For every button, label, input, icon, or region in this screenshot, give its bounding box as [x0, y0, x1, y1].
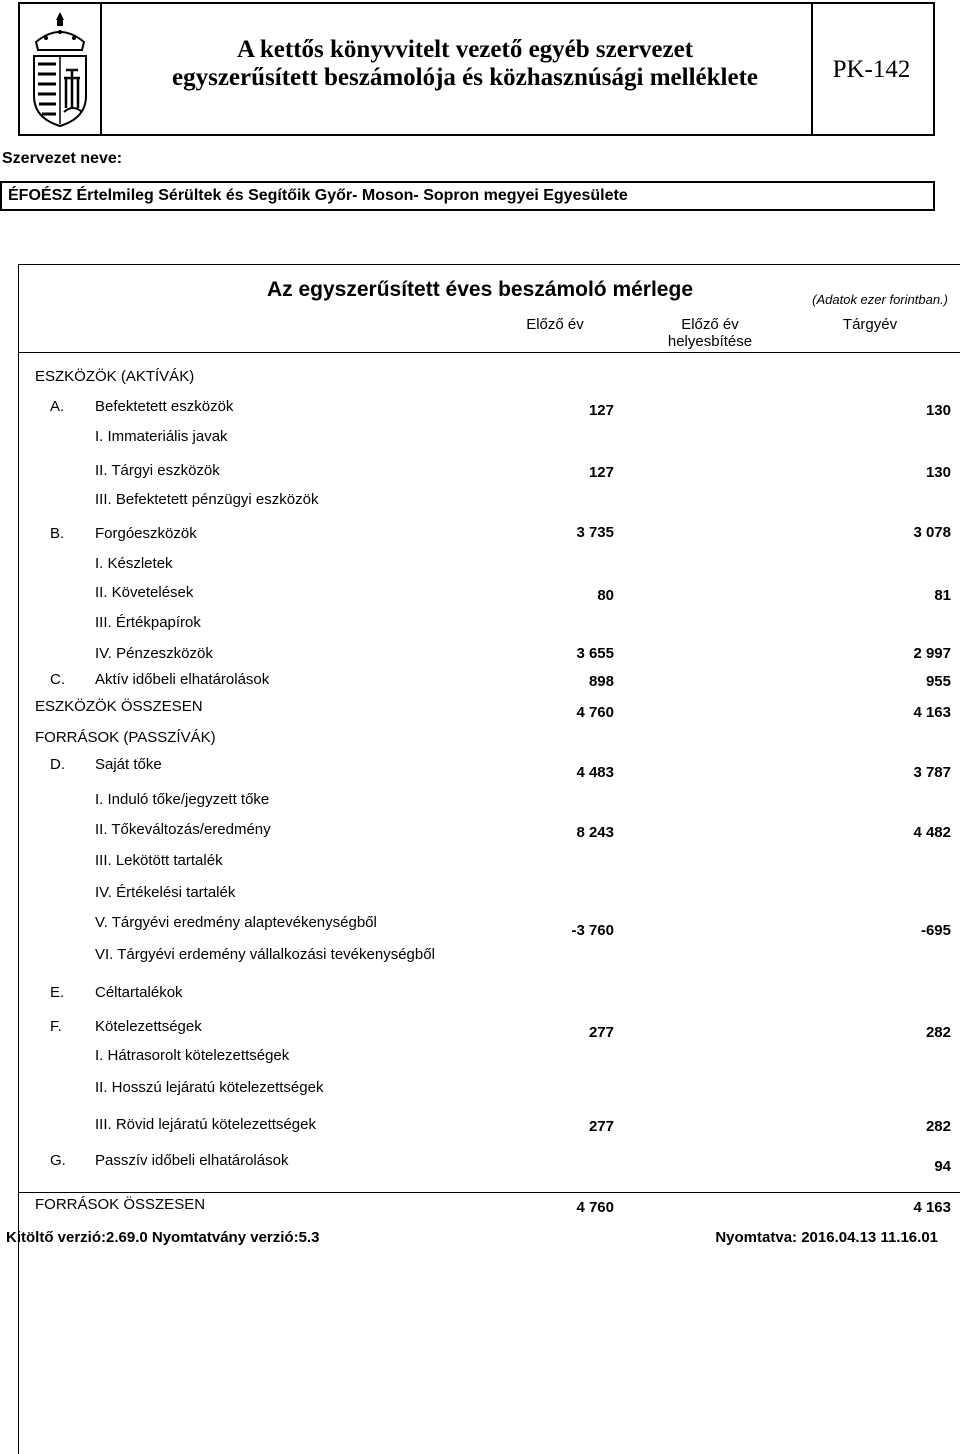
col-header-prev-correction-line1: Előző év — [681, 316, 739, 333]
form-title-line1: A kettős könyvvitelt vezető egyéb szervezet — [236, 36, 694, 63]
balance-sheet-title: Az egyszerűsített éves beszámoló mérlege — [266, 278, 693, 301]
col-header-prev-correction-line2: helyesbítése — [667, 333, 753, 350]
col-header-current-year: Tárgyév — [842, 316, 898, 333]
row-label: Céltartalékok — [95, 984, 183, 1001]
row-label: III. Befektetett pénzügyi eszközök — [95, 491, 319, 508]
row-value-prev-year: 4 760 — [576, 704, 614, 721]
row-label: Kötelezettségek — [95, 1018, 202, 1035]
footer-printed: Nyomtatva: 2016.04.13 11.16.01 — [715, 1229, 938, 1246]
row-value-current-year: 130 — [925, 464, 951, 481]
row-value-current-year: 94 — [934, 1158, 951, 1175]
row-value-prev-year: 4 483 — [576, 764, 614, 781]
header-divider — [18, 352, 960, 353]
row-label: II. Követelések — [95, 584, 194, 601]
row-label: V. Tárgyévi eredmény alaptevékenységből — [95, 914, 377, 931]
row-value-prev-year: 8 243 — [576, 824, 614, 841]
row-value-prev-year: -3 760 — [571, 922, 614, 939]
unit-note: (Adatok ezer forintban.) — [812, 292, 948, 307]
row-value-current-year: 130 — [925, 402, 951, 419]
row-label: III. Lekötött tartalék — [95, 852, 223, 869]
row-code: FORRÁSOK (PASSZÍVÁK) — [35, 729, 216, 746]
form-title — [120, 36, 810, 92]
row-code: ESZKÖZÖK ÖSSZESEN — [35, 698, 203, 715]
form-title-line2: egyszerűsített beszámolója és közhasznúsági melléklete — [172, 64, 758, 91]
row-value-prev-year: 127 — [588, 402, 614, 419]
coat-of-arms-icon — [26, 8, 94, 130]
row-label: Saját tőke — [95, 756, 162, 773]
row-label: Befektetett eszközök — [95, 398, 234, 415]
row-value-prev-year: 80 — [597, 587, 614, 604]
row-value-current-year: 3 078 — [913, 524, 951, 541]
row-code: F. — [50, 1018, 62, 1035]
footer-version: Kitöltő verzió:2.69.0 Nyomtatvány verzió:5.3 — [6, 1229, 320, 1246]
row-value-current-year: 4 482 — [913, 824, 951, 841]
row-value-current-year: 4 163 — [913, 704, 951, 721]
form-code: PK-142 — [832, 56, 911, 83]
row-value-prev-year: 3 735 — [576, 524, 614, 541]
row-value-prev-year: 3 655 — [576, 645, 614, 662]
row-value-current-year: 282 — [925, 1118, 951, 1135]
row-label: IV. Pénzeszközök — [95, 645, 213, 662]
row-label: VI. Tárgyévi erdemény vállalkozási tevékenységből — [95, 946, 435, 963]
row-label: IV. Értékelési tartalék — [95, 884, 236, 901]
row-label: II. Tőkeváltozás/eredmény — [95, 821, 271, 838]
organization-name-field[interactable]: ÉFOÉSZ Értelmileg Sérültek és Segítőik Győr- Moson- Sopron megyei Egyesülete — [0, 181, 935, 211]
form-header — [18, 2, 935, 136]
row-value-prev-year: 127 — [588, 464, 614, 481]
row-value-prev-year: 898 — [588, 673, 614, 690]
row-label: Passzív időbeli elhatárolások — [95, 1152, 289, 1169]
row-code: B. — [50, 525, 65, 542]
row-label: I. Induló tőke/jegyzett tőke — [95, 791, 270, 808]
row-label: Aktív időbeli elhatárolások — [95, 671, 270, 688]
row-label: III. Rövid lejáratú kötelezettségek — [95, 1116, 316, 1133]
organization-label: Szervezet neve: — [2, 150, 123, 167]
row-label: II. Tárgyi eszközök — [95, 462, 220, 479]
row-value-current-year: 282 — [925, 1024, 951, 1041]
row-value-current-year: 3 787 — [913, 764, 951, 781]
row-value-current-year: 955 — [925, 673, 951, 690]
row-value-current-year: 81 — [934, 587, 951, 604]
row-code: C. — [50, 671, 65, 688]
row-code: E. — [50, 984, 65, 1001]
row-label: I. Immateriális javak — [95, 428, 228, 445]
col-header-prev-year: Előző év — [526, 316, 584, 333]
row-value-current-year: -695 — [920, 922, 951, 939]
row-label: III. Értékpapírok — [95, 614, 201, 631]
row-label: II. Hosszú lejáratú kötelezettségek — [95, 1079, 324, 1096]
row-value-current-year: 4 163 — [913, 1199, 951, 1216]
row-value-prev-year: 4 760 — [576, 1199, 614, 1216]
col-header-prev-correction — [640, 316, 780, 350]
row-label: Forgóeszközök — [95, 525, 197, 542]
totals-divider — [18, 1192, 960, 1193]
row-code: D. — [50, 756, 65, 773]
row-value-prev-year: 277 — [588, 1024, 614, 1041]
row-value-current-year: 2 997 — [913, 645, 951, 662]
row-value-prev-year: 277 — [588, 1118, 614, 1135]
row-label: I. Hátrasorolt kötelezettségek — [95, 1047, 290, 1064]
row-code: ESZKÖZÖK (AKTÍVÁK) — [35, 368, 195, 385]
row-label: I. Készletek — [95, 555, 173, 572]
row-code: G. — [50, 1152, 66, 1169]
row-code: FORRÁSOK ÖSSZESEN — [35, 1196, 206, 1213]
row-code: A. — [50, 398, 65, 415]
